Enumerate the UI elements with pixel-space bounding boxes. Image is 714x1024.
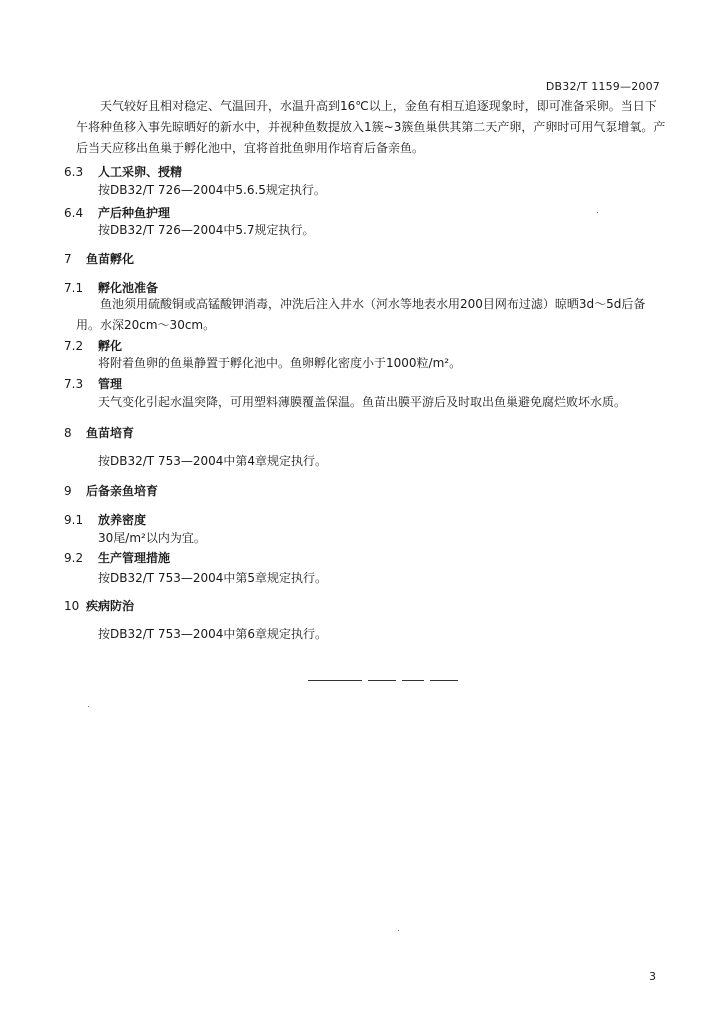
section-7-heading [64,251,134,267]
section-number: 6.3 [64,165,84,179]
section-6-4-text: 按DB32/T 726—2004中5.7规定执行。 [98,223,315,237]
section-number: 10 [64,599,80,613]
section-8-heading [64,425,134,441]
section-9-1-heading [64,512,146,528]
section-title: 产后种鱼护理 [98,206,171,220]
section-number: 9 [64,484,72,498]
section-10-heading [64,598,134,614]
section-title: 生产管理措施 [98,551,171,565]
section-number: 7 [64,252,72,266]
section-8-text: 按DB32/T 753—2004中第4章规定执行。 [98,454,328,468]
section-9-heading [64,483,158,499]
section-7-2-heading [64,338,122,354]
section-7-2-text: 将附着鱼卵的鱼巢静置于孵化池中。鱼卵孵化密度小于1000粒/m²。 [98,356,462,370]
section-10-text: 按DB32/T 753—2004中第6章规定执行。 [98,627,328,641]
section-title: 孵化 [98,339,123,353]
section-number: 7.3 [64,377,84,391]
section-9-2-heading [64,550,170,566]
scan-speck [398,930,399,931]
end-rule-segment [430,680,458,681]
section-7-3-text: 天气变化引起水温突降，可用塑料薄膜覆盖保温。鱼苗出膜平游后及时取出鱼巢避免腐烂败坏水质。 [98,395,627,409]
section-title: 管理 [98,377,123,391]
section-number: 9.1 [64,513,84,527]
section-title: 孵化池准备 [98,281,159,295]
intro-paragraph: 天气较好且相对稳定、气温回升，水温升高到16℃以上，金鱼有相互追逐现象时，即可准备采卵。当日下午将种鱼移入事先晾晒好的新水中，并视种鱼数提放入1簇~3簇鱼巢供其第二天产卵，产卵时可用气泵增氧。产后当天应移出鱼巢于孵化池中，宜将首批鱼卵用作培育后备亲鱼。 [76,99,666,155]
section-7-3-heading [64,376,122,392]
section-9-1-text: 30尾/m²以内为宜。 [98,531,206,545]
section-title: 后备亲鱼培育 [86,484,159,498]
scan-speck [88,706,89,707]
standard-code: DB32/T 1159—2007 [545,80,660,93]
section-title: 鱼苗培育 [86,426,135,440]
scan-speck [597,212,598,213]
section-9-2-text: 按DB32/T 753—2004中第5章规定执行。 [98,571,328,585]
end-rule-segment [402,680,424,681]
section-title: 疾病防治 [86,599,135,613]
section-number: 9.2 [64,551,84,565]
page-number: 3 [649,970,656,983]
section-6-4-heading [64,205,170,221]
section-title: 放养密度 [98,513,147,527]
section-title: 人工采卵、授精 [98,165,183,179]
end-rule-segment [368,680,396,681]
section-7-1-text: 鱼池须用硫酸铜或高锰酸钾消毒，冲洗后注入井水（河水等地表水用200目网布过滤）晾晒3d～5d后备用。水深20cm～30cm。 [76,297,646,332]
section-number: 7.2 [64,339,84,353]
section-6-3-text: 按DB32/T 726—2004中5.6.5规定执行。 [98,183,326,197]
section-number: 7.1 [64,281,84,295]
section-6-3-heading [64,164,182,180]
section-number: 6.4 [64,206,84,220]
section-number: 8 [64,426,72,440]
section-title: 鱼苗孵化 [86,252,135,266]
end-rule-segment [308,680,362,681]
